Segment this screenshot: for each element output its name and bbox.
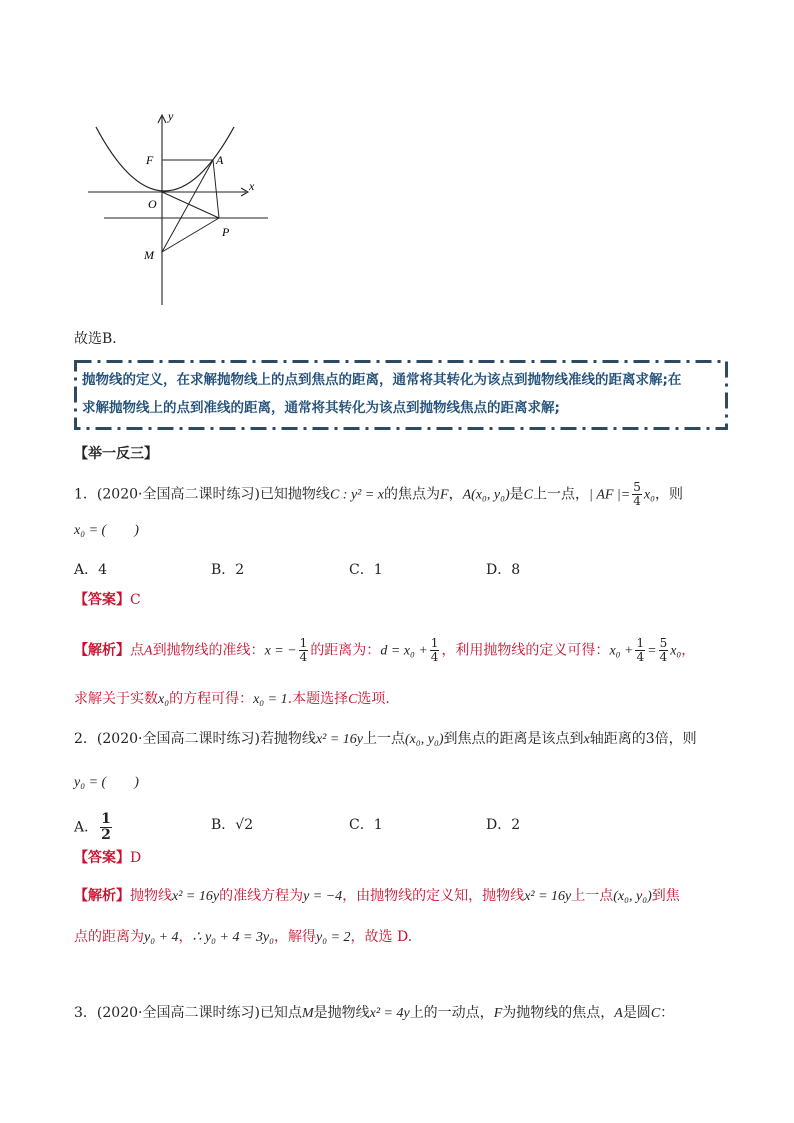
section-title: 【举一反三】 <box>74 446 158 462</box>
parabola-figure <box>86 105 276 310</box>
q1-a-eq3b: = <box>647 643 657 659</box>
q2-option-a-prefix: A． <box>74 819 99 836</box>
q1-af: | AF |= <box>588 487 631 503</box>
q2-a-eq2: y = −4 <box>303 889 343 904</box>
q1-text-2: 的焦点为 <box>384 486 441 503</box>
q2-a1: 抛物线 <box>130 888 172 904</box>
q1-number: 1． <box>74 486 97 503</box>
label-O: O <box>148 197 157 211</box>
q1-text-1: 已知抛物线 <box>259 486 330 503</box>
q1-stem <box>74 481 683 508</box>
q2-option-c[interactable]: C．1 <box>349 817 383 833</box>
q1-curve: C : y² = x <box>329 487 385 503</box>
q2-option-a-fraction: $\frac{1}{2}$ <box>101 811 111 843</box>
q2-option-a[interactable] <box>74 812 114 843</box>
note-line-2: 求解抛物线上的点到准线的距离，通常将其转化为该点到抛物线焦点的距离求解; <box>82 400 560 416</box>
q2-text-1: 若抛物线 <box>259 731 316 747</box>
q2-b3: ，解得 <box>274 929 316 945</box>
q1-b-x0: x₀ <box>158 692 170 707</box>
q2-b2: ， <box>178 929 193 945</box>
q2-analysis-line-2 <box>74 927 412 948</box>
q2-curve: x² = 16y <box>315 732 364 747</box>
label-A: A <box>216 153 224 167</box>
q1-fraction: $\frac{5}{4}$ <box>633 480 641 508</box>
q3-F: F <box>493 1006 503 1021</box>
q2-a-point: (x₀, y₀) <box>613 889 652 904</box>
q3-M: M <box>301 1006 314 1021</box>
segment-AP <box>213 160 219 218</box>
q1-curve-name: C <box>523 487 533 503</box>
q3-text-1: 已知点 <box>259 1005 302 1021</box>
q2-option-d[interactable]: D．2 <box>486 817 521 833</box>
q1-a2: 到抛物线的准线： <box>152 642 265 659</box>
q1-text-3: ， <box>448 486 463 503</box>
q2-a2: 的准线方程为 <box>219 888 304 904</box>
q2-b1: 点的距离为 <box>74 929 144 945</box>
q3-text-4: 为抛物线的焦点， <box>502 1005 615 1021</box>
q1-a4: ，利用抛物线的定义可得： <box>441 642 610 659</box>
q3-C: C <box>650 1006 661 1021</box>
q1-b1: 求解关于实数 <box>74 691 158 707</box>
q1-b4: 选项. <box>357 691 390 707</box>
q3-text-6: ： <box>660 1005 675 1021</box>
q1-x0: x₀ <box>643 487 655 503</box>
q3-A: A <box>614 1006 623 1021</box>
q1-b3: .本题选择 <box>287 691 349 707</box>
q1-answer <box>74 590 141 610</box>
q2-a5: 到焦 <box>651 888 680 904</box>
q3-curve: x² = 4y <box>369 1006 410 1021</box>
q1-a5: ， <box>681 642 696 659</box>
q2-source: (2020·全国高二课时练习) <box>96 731 260 747</box>
q2-answer-value: D <box>130 850 142 866</box>
q1-a-frac2: $\frac{1}{4}$ <box>430 636 439 664</box>
q2-a-eq1: x² = 16y <box>172 889 220 904</box>
q1-a-A: A <box>144 643 153 659</box>
q2-a4: 上一点 <box>571 888 614 904</box>
q2-text-3: 到焦点的距离是该点到 <box>443 731 584 747</box>
label-F: F <box>146 153 154 167</box>
q2-b4: ，故选 D. <box>350 929 413 945</box>
q1-point: A(x₀, y₀) <box>462 487 510 503</box>
q1-text-5: 上一点， <box>532 486 589 503</box>
q3-text-2: 是抛物线 <box>313 1005 370 1021</box>
q1-a1: 点 <box>130 642 144 659</box>
q2-ask: y₀ = ( ) <box>74 775 139 790</box>
note-box <box>74 360 728 430</box>
q2-b-eq3: y₀ = 2 <box>316 930 351 945</box>
q1-option-c[interactable]: C．1 <box>349 562 383 578</box>
q1-a-frac3: $\frac{1}{4}$ <box>636 636 645 664</box>
q1-option-b[interactable]: B．2 <box>211 562 245 578</box>
q2-answer <box>74 848 141 868</box>
q2-a3: ，由抛物线的定义知，抛物线 <box>342 888 525 904</box>
q1-b-eq: x₀ = 1 <box>253 692 288 707</box>
q1-ask: x₀ = ( ) <box>74 523 139 538</box>
q2-b-eq2: ∴ y₀ + 4 = 3y₀ <box>192 930 274 945</box>
q1-answer-tag: 【答案】 <box>74 592 130 608</box>
segment-OP <box>162 192 219 218</box>
segment-MP <box>162 218 219 252</box>
q3-number: 3． <box>74 1005 97 1021</box>
note-line-1: 抛物线的定义，在求解抛物线上的点到焦点的距离，通常将其转化为该点到抛物线准线的距离求解;在 <box>82 372 682 388</box>
q2-option-b[interactable]: B．√2 <box>211 817 254 833</box>
q2-a-eq3: x² = 16y <box>524 889 572 904</box>
q1-a-eq1: x = − <box>264 643 297 659</box>
q1-analysis-line-2 <box>74 689 390 710</box>
q2-x: x <box>583 732 590 747</box>
label-P: P <box>222 225 230 239</box>
q1-a-eq3: x₀ + <box>609 643 634 659</box>
q1-focus: F <box>440 487 449 503</box>
q2-text-4: 轴距离的3倍，则 <box>589 731 697 747</box>
q2-analysis-line-1 <box>74 886 680 907</box>
q1-analysis-tag: 【解析】 <box>74 642 130 659</box>
q2-text-2: 上一点 <box>363 731 406 747</box>
q1-source: (2020·全国高二课时练习) <box>96 486 260 503</box>
parabola-curve <box>96 127 234 191</box>
q3-source: (2020·全国高二课时练习) <box>96 1005 260 1021</box>
q1-option-a[interactable]: A．4 <box>74 562 108 578</box>
q1-a-eq3c: x₀ <box>670 643 682 659</box>
q1-answer-value: C <box>130 592 141 608</box>
conclusion-text: 故选B． <box>74 331 127 347</box>
q3-text-3: 上的一动点， <box>409 1005 494 1021</box>
q2-analysis-tag: 【解析】 <box>74 888 130 904</box>
q1-option-d[interactable]: D．8 <box>486 562 521 578</box>
q1-text-6: ，则 <box>654 486 683 503</box>
label-x: x <box>249 179 255 193</box>
segment-AM <box>162 160 213 252</box>
q1-text-4: 是 <box>509 486 524 503</box>
q1-a-frac4: $\frac{5}{4}$ <box>659 636 668 664</box>
q1-analysis-line-1 <box>74 637 695 664</box>
q1-b-C: C <box>348 692 358 707</box>
q1-a-eq2: d = x₀ + <box>380 643 428 659</box>
q1-b2: 的方程可得： <box>169 691 254 707</box>
label-y: y <box>168 109 174 123</box>
q2-stem <box>74 729 697 750</box>
q1-a-frac1: $\frac{1}{4}$ <box>299 636 308 664</box>
q3-stem <box>74 1003 674 1024</box>
q2-point: (x₀, y₀) <box>405 732 444 747</box>
label-M: M <box>144 248 154 262</box>
q2-b-eq1: y₀ + 4 <box>144 930 179 945</box>
q2-number: 2． <box>74 731 97 747</box>
q3-text-5: 是圆 <box>622 1005 651 1021</box>
q2-answer-tag: 【答案】 <box>74 850 130 866</box>
q1-a3: 的距离为： <box>310 642 381 659</box>
